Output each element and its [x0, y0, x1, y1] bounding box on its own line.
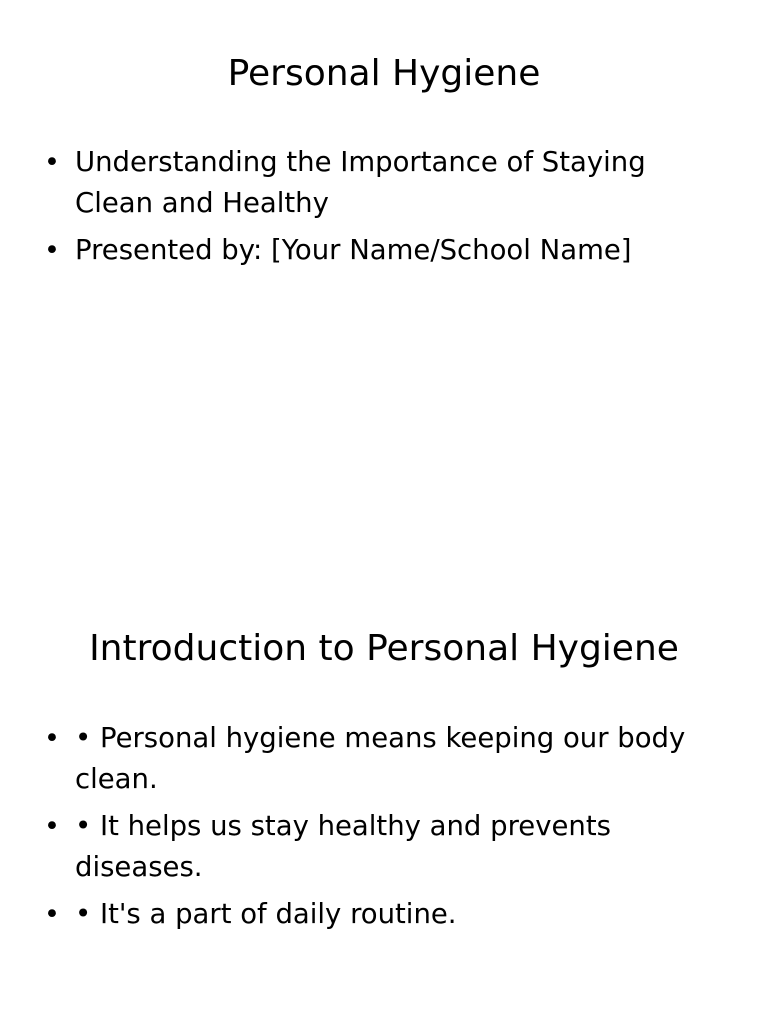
bullet-item — [44, 142, 704, 224]
slide-title: Personal Hygiene — [227, 53, 541, 94]
bullet-text: • Personal hygiene means keeping our body clean. — [75, 722, 686, 795]
bullet-text: Presented by: [Your Name/School Name] — [75, 234, 632, 266]
bullet-dot-icon: • — [44, 899, 60, 930]
bullet-item — [44, 806, 704, 888]
bullet-text: Understanding the Importance of Staying Clean and Healthy — [75, 146, 646, 219]
bullet-dot-icon: • — [44, 147, 60, 178]
bullet-list — [44, 142, 704, 277]
bullet-text: • It helps us stay healthy and prevents diseases. — [75, 810, 611, 883]
bullet-list — [44, 718, 704, 941]
bullet-dot-icon: • — [44, 811, 60, 842]
slide-2 — [0, 576, 768, 1024]
slide-title: Introduction to Personal Hygiene — [89, 628, 679, 669]
bullet-text: • It's a part of daily routine. — [75, 898, 457, 930]
bullet-item — [44, 894, 704, 935]
bullet-item — [44, 718, 704, 800]
bullet-item — [44, 230, 704, 271]
bullet-dot-icon: • — [44, 723, 60, 754]
bullet-dot-icon: • — [44, 235, 60, 266]
